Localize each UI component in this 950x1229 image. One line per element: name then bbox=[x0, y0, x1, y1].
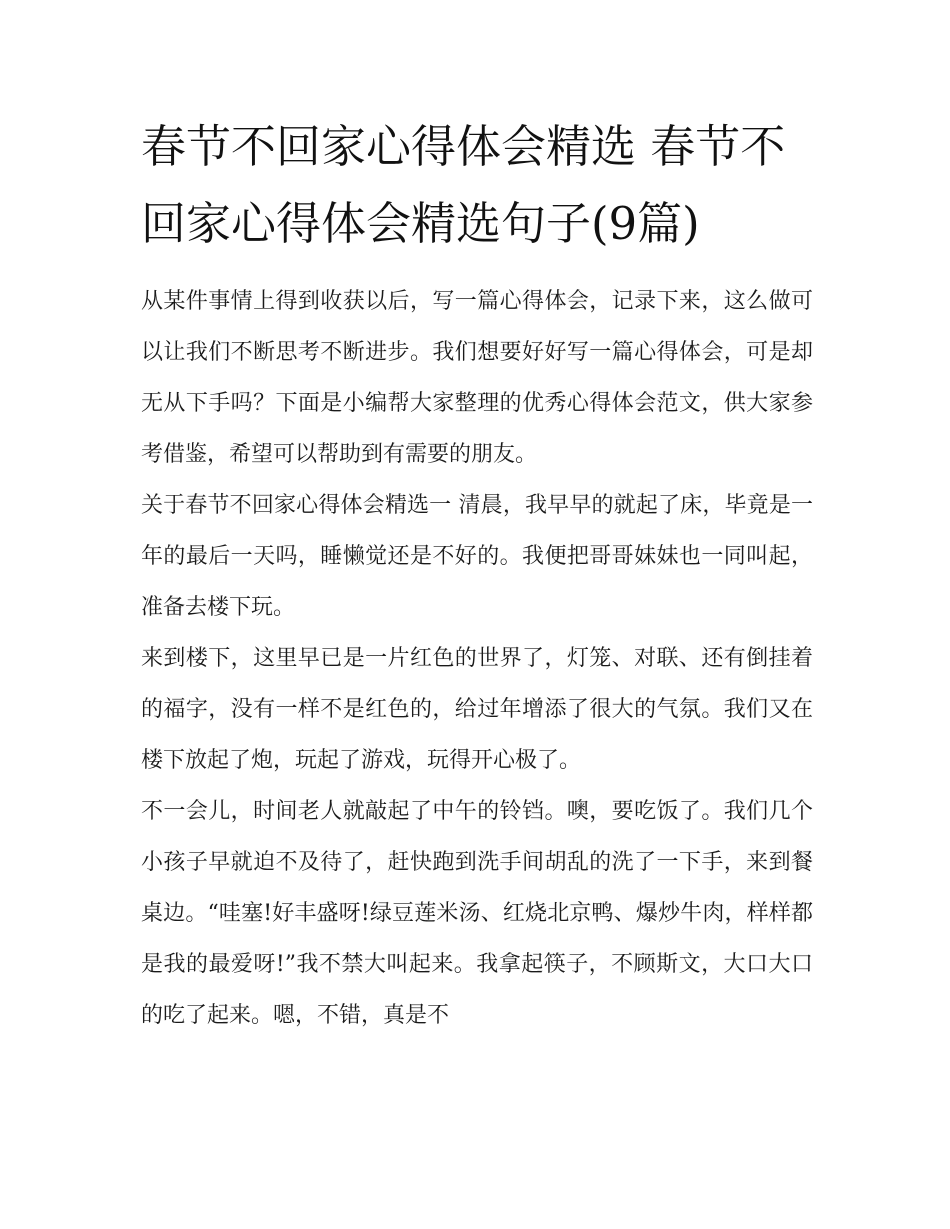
paragraph-morning: 关于春节不回家心得体会精选一 清晨，我早早的就起了床，毕竟是一年的最后一天吗，睡懒觉还是不好的。我便把哥哥妹妹也一同叫起，准备去楼下玩。 bbox=[141, 493, 813, 620]
document-body bbox=[141, 108, 813, 1041]
paragraph-intro: 从某件事情上得到收获以后，写一篇心得体会，记录下来，这么做可以让我们不断思考不断进步。我们想要好好写一篇心得体会，可是却无从下手吗？下面是小编帮大家整理的优秀心得体会范文，供大家参考借鉴，希望可以帮助到有需要的朋友。 bbox=[141, 289, 813, 467]
paragraph-lunch: 不一会儿，时间老人就敲起了中午的铃铛。噢，要吃饭了。我们几个小孩子早就迫不及待了，赶快跑到洗手间胡乱的洗了一下手，来到餐桌边。“哇塞!好丰盛呀!绿豆莲米汤、红烧北京鸭、爆炒牛肉，样样都是我的最爱呀!”我不禁大叫起来。我拿起筷子，不顾斯文，大口大口的吃了起来。嗯，不错，真是不 bbox=[141, 799, 813, 1028]
document-title: 春节不回家心得体会精选 春节不回家心得体会精选句子(9篇) bbox=[141, 120, 786, 250]
paragraph-downstairs: 来到楼下，这里早已是一片红色的世界了，灯笼、对联、还有倒挂着的福字，没有一样不是红色的，给过年增添了很大的气氛。我们又在楼下放起了炮，玩起了游戏，玩得开心极了。 bbox=[141, 646, 813, 773]
